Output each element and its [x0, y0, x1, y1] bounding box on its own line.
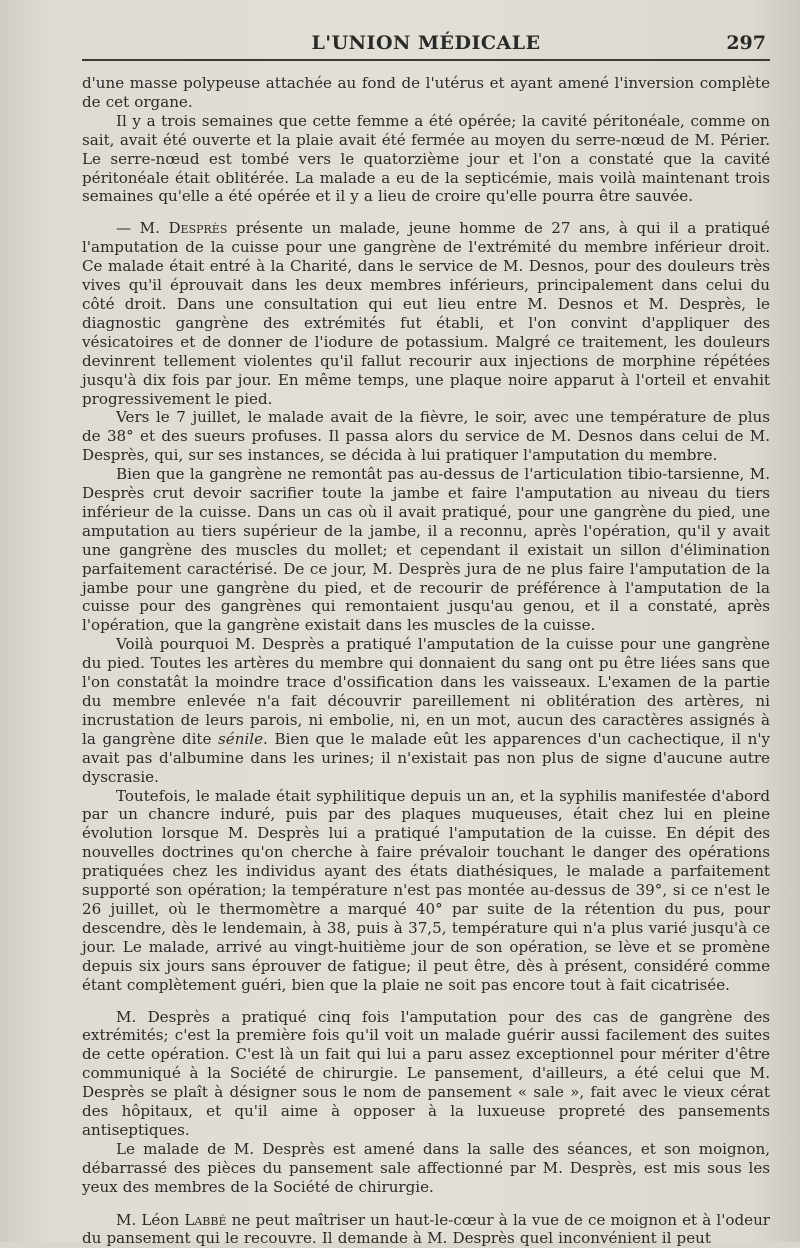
paragraph	[82, 74, 770, 112]
paragraph	[82, 112, 770, 207]
text-run: d'une masse polypeuse attachée au fond de l'utérus et ayant amené l'inversion complète de cet organe.	[82, 74, 770, 111]
author-name: Labbé	[184, 1210, 227, 1229]
text-run: Bien que la gangrène ne remontât pas au-dessus de l'articulation tibio-tarsienne, M. Desprès crut devoir sacrifier toute la jambe et faire l'amputation au niveau du tiers inférieur de la cuisse. Dans un cas où il avait pratiqué, pour une gangrène du pied, une amputation au tiers supérieur de la jambe, il a reconnu, après l'opération, qu'il y avait une gangrène des muscles du mollet; et cependant il existait un sillon d'élimination parfaitement caractérisé. De ce jour, M. Desprès jura de ne plus faire l'amputation de la jambe pour une gangrène du pied, et de recourir de préférence à l'amputation de la cuisse pour des gangrènes qui remontaient jusqu'au genou, et il a constaté, après l'opération, que la gangrène existait dans les muscles de la cuisse.	[82, 465, 770, 635]
paragraph	[82, 1140, 770, 1197]
paragraph	[82, 635, 770, 786]
text-run: Vers le 7 juillet, le malade avait de la fièvre, le soir, avec une température de plus de 38° et des sueurs profuses. Il passa alors du service de M. Desnos dans celui de M. Desprès, qui, sur ses instances, se décida à lui pratiquer l'amputation du membre.	[82, 408, 770, 465]
italic-term: sénile	[218, 729, 264, 748]
text-run: M. Léon	[116, 1210, 185, 1229]
paragraph	[82, 408, 770, 465]
text-run: — M.	[116, 219, 169, 238]
text-run: Toutefois, le malade était syphilitique depuis un an, et la syphilis manifestée d'abord par un chancre induré, puis par des plaques muqueuses, était chez lui en pleine évolution lorsque M. Desprès lui a pratiqué l'amputation de la cuisse. En dépit des nouvelles doctrines qu'on cherche à faire prévaloir touchant le danger des opérations pratiquées chez les individus ayant des états diathésiques, le malade a parfaitement supporté son opération; la température n'est pas montée au-dessus de 39°, si ce n'est le 26 juillet, où le thermomètre a marqué 40° par suite de la rétention du pus, pour descendre, dès le lendemain, à 38, puis à 37,5, température qui n'a plus varié jusqu'à ce jour. Le malade, arrivé au vingt-huitième jour de son opération, se lève et se promène depuis six jours sans éprouver de fatigue; il peut être, dès à présent, considéré comme étant complètement guéri, bien que la plaie ne soit pas encore tout à fait cicatrisée.	[82, 786, 770, 994]
text-run: ne peut maîtriser un haut-le-cœur à la vue de ce moignon et à l'odeur du pansement qui le recouvre. Il demande à M. Desprès quel inconvénient il peut	[82, 1210, 771, 1248]
running-title: L'UNION MÉDICALE	[311, 32, 541, 54]
page-header	[80, 32, 772, 58]
text-run: Il y a trois semaines que cette femme a été opérée; la cavité péritonéale, comme on sait, avait été ouverte et la plaie avait été fermée au moyen du serre-nœud de M. Périer. Le serre-nœud est tombé vers le quatorzième jour et l'on a constaté que la cavité péritonéale était oblitérée. La malade a eu de la septicémie, mais voilà maintenant trois semaines qu'elle a été opérée et il y a lieu de croire qu'elle pourra être sauvée.	[82, 111, 770, 206]
paragraph	[82, 465, 770, 635]
article-body	[82, 74, 770, 1248]
paragraph	[82, 1008, 770, 1140]
paragraph	[82, 787, 770, 995]
text-run: M. Desprès a pratiqué cinq fois l'amputation pour des cas de gangrène des extrémités; c'est la première fois qu'il voit un malade guérir aussi facilement des suites de cette opération. C'est là un fait qui lui a paru assez exceptionnel pour mériter d'être communiqué à la Société de chirurgie. Le pansement, d'ailleurs, a été celui que M. Desprès se plaît à désigner sous le nom de pansement « sale », fait avec le vieux cérat des hôpitaux, et qu'il aime à opposer à la luxueuse propreté des pansements antiseptiques.	[82, 1007, 770, 1139]
paragraph	[82, 219, 770, 408]
page-number: 297	[726, 32, 766, 54]
text-run: Le malade de M. Desprès est amené dans la salle des séances, et son moignon, débarrassé des pièces du pansement sale affectionné par M. Desprès, est mis sous les yeux des membres de la Société de chirurgie.	[82, 1139, 770, 1196]
text-run: présente un malade, jeune homme de 27 ans, à qui il a pratiqué l'amputation de la cuisse pour une gangrène de l'extrémité du membre inférieur droit. Ce malade était entré à la Charité, dans le service de M. Desnos, pour des douleurs très vives qu'il éprouvait dans les deux membres inférieurs, principalement dans celui du côté droit. Dans une consultation qui eut lieu entre M. Desnos et M. Desprès, le diagnostic gangrène des extrémités fut établi, et l'on convint d'appliquer des vésicatoires et de donner de l'iodure de potassium. Malgré ce traitement, les douleurs devinrent tellement violentes qu'il fallut recourir aux injections de morphine répétées jusqu'à dix fois par jour. En même temps, une plaque noire apparut à l'orteil et envahit progressivement le pied.	[82, 219, 770, 408]
author-name: Desprès	[168, 219, 228, 238]
text-run: . Bien que le malade eût les apparences d'un cachectique, il n'y avait pas d'albumine dans les urines; il n'existait pas non plus de signe d'aucune autre dyscrasie.	[82, 729, 771, 786]
header-rule	[82, 59, 770, 61]
paragraph	[82, 1211, 770, 1248]
text-run: Voilà pourquoi M. Desprès a pratiqué l'amputation de la cuisse pour une gangrène du pied. Toutes les artères du membre qui donnaient du sang ont pu être liées sans que l'on constatât la moindre trace d'ossification dans les vaisseaux. L'examen de la partie du membre enlevée n'a fait découvrir pareillement ni oblitération des artères, ni incrustation de leurs parois, ni embolie, ni, en un mot, aucun des caractères assignés à la gangrène dite	[82, 635, 770, 748]
